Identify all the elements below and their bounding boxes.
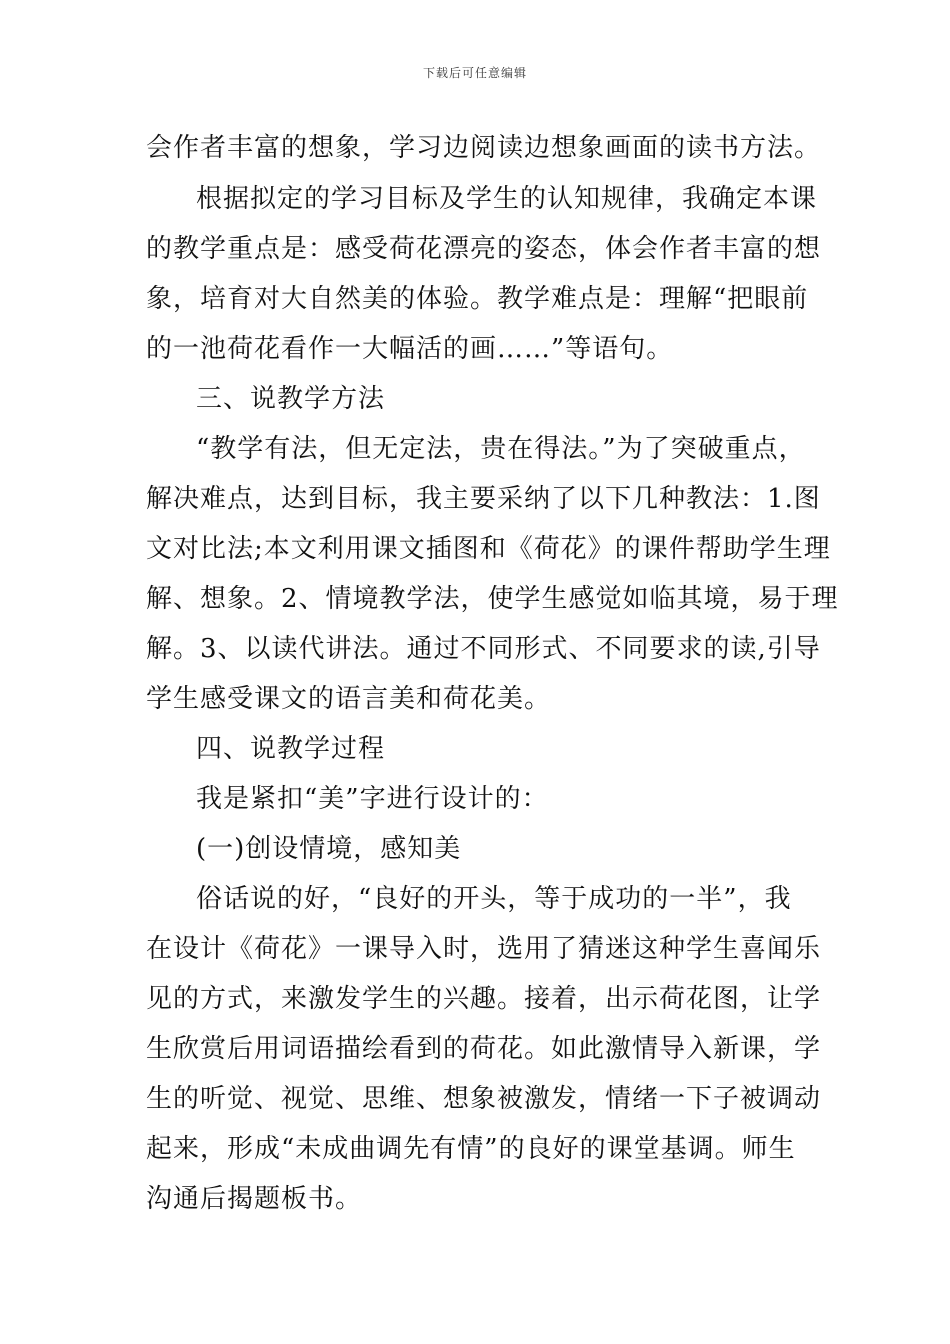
page-header: 下载后可任意编辑 [422,66,527,80]
text-line: “教学有法，但无定法，贵在得法。”为了突破重点， [196,434,806,464]
text-line: 沟通后揭题板书。 [146,1184,363,1214]
text-line: 俗话说的好，“良好的开头，等于成功的一半”，我 [196,884,792,914]
subsection-heading: (一)创设情境，感知美 [196,834,462,864]
text-line: 的一池荷花看作一大幅活的画……”等语句。 [146,334,674,364]
text-line: 在设计《荷花》一课导入时，选用了猜迷这种学生喜闻乐 [146,934,822,964]
text-line: 文对比法;本文利用课文插图和《荷花》的课件帮助学生理 [146,534,831,564]
text-line: 见的方式，来激发学生的兴趣。接着，出示荷花图，让学 [146,984,822,1014]
text-line: 根据拟定的学习目标及学生的认知规律，我确定本课 [196,184,818,214]
section-heading: 四、说教学过程 [196,734,386,764]
text-line: 我是紧扣“美”字进行设计的： [196,784,549,814]
text-line: 会作者丰富的想象，学习边阅读边想象画面的读书方法。 [146,133,822,163]
text-line: 象，培育对大自然美的体验。教学难点是：理解“把眼前 [146,284,809,314]
text-line: 起来，形成“未成曲调先有情”的良好的课堂基调。师生 [146,1134,796,1164]
text-line: 生的听觉、视觉、思维、想象被激发，情绪一下子被调动 [146,1084,822,1114]
text-line: 解决难点，达到目标，我主要采纳了以下几种教法：1.图 [146,484,821,514]
text-line: 生欣赏后用词语描绘看到的荷花。如此激情导入新课，学 [146,1034,822,1064]
text-line: 解、想象。2、情境教学法，使学生感觉如临其境，易于理 [146,584,839,614]
text-line: 的教学重点是：感受荷花漂亮的姿态，体会作者丰富的想 [146,234,822,264]
section-heading: 三、说教学方法 [196,384,386,414]
text-line: 解。3、以读代讲法。通过不同形式、不同要求的读,引导 [146,634,821,664]
text-line: 学生感受课文的语言美和荷花美。 [146,684,552,714]
